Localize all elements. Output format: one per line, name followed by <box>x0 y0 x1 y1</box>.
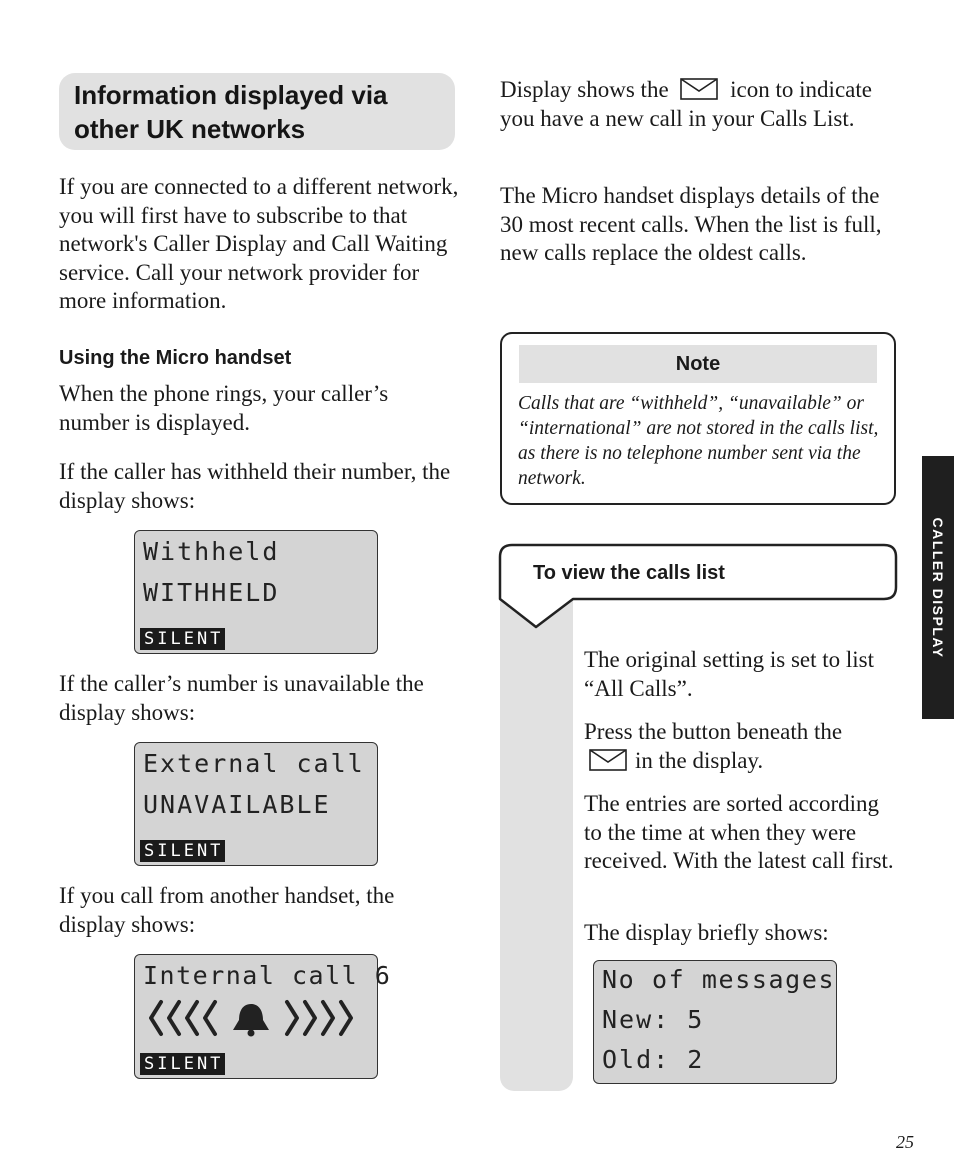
lcd-display-messages <box>593 960 837 1084</box>
silent-badge: SILENT <box>140 628 225 650</box>
silent-badge: SILENT <box>140 840 225 862</box>
lcd-line-3: Old: 2 <box>602 1045 705 1074</box>
note-box <box>500 332 896 505</box>
page-number: 25 <box>896 1132 914 1152</box>
lcd-display-internal <box>134 954 392 1079</box>
micro-details-paragraph: The Micro handset displays details of the 30 most recent calls. When the list is full, new calls replace the oldest calls. <box>500 183 882 265</box>
lcd-line-2: New: 5 <box>602 1005 705 1034</box>
steps-side-bar <box>500 598 573 1091</box>
silent-badge: SILENT <box>140 1053 225 1075</box>
section-title-line-2: other UK networks <box>74 114 306 144</box>
lcd-display-unavailable <box>134 742 378 866</box>
steps-title: To view the calls list <box>533 562 725 584</box>
entries-sorted-paragraph: The entries are sorted according to the time at when they were received. With the latest call first. <box>584 791 894 873</box>
envelope-paragraph-after: icon to indicate you have a new call in your Calls List. <box>500 77 872 131</box>
note-text: Calls that are “withheld”, “unavailable” or “international” are not stored in the calls list, as there is no telephone number sent via the network. <box>518 393 879 489</box>
envelope-icon <box>589 749 627 771</box>
withheld-paragraph: If the caller has withheld their number, the display shows: <box>59 459 451 513</box>
caller-display-side-tab <box>922 456 954 719</box>
lcd-line-1: Withheld <box>143 537 280 566</box>
press-button-after: in the display. <box>635 747 764 773</box>
lcd-line-2: UNAVAILABLE <box>143 790 331 819</box>
rings-paragraph: When the phone rings, your caller’s number is displayed. <box>59 381 389 435</box>
micro-handset-subheading: Using the Micro handset <box>59 347 292 369</box>
section-title-line-1: Information displayed via <box>74 80 388 110</box>
unavailable-paragraph: If the caller’s number is unavailable the display shows: <box>59 671 424 725</box>
lcd-display-withheld <box>134 530 378 654</box>
envelope-paragraph <box>500 76 895 133</box>
original-setting-paragraph: The original setting is set to list “All Calls”. <box>584 647 875 701</box>
bell-ringing-icon <box>147 998 359 1038</box>
lcd-line-2: WITHHELD <box>143 578 280 607</box>
note-title: Note <box>519 345 877 383</box>
intro-paragraph: If you are connected to a different network, you will first have to subscribe to that network's Caller Display and Call Waiting service. Call your network provider for more information. <box>59 174 459 313</box>
press-button-paragraph <box>584 718 889 775</box>
internal-paragraph: If you call from another handset, the display shows: <box>59 883 395 937</box>
lcd-line-1: External call <box>143 749 365 778</box>
display-briefly-paragraph: The display briefly shows: <box>584 920 829 945</box>
lcd-line-1: No of messages <box>602 965 836 994</box>
lcd-line-1: Internal call 6 <box>143 961 392 990</box>
envelope-paragraph-before: Display shows the <box>500 77 669 102</box>
press-button-before: Press the button beneath the <box>584 719 843 744</box>
side-tab-label: CALLER DISPLAY <box>930 516 946 659</box>
speech-bubble-shape <box>498 543 898 631</box>
section-title <box>59 73 455 150</box>
envelope-icon <box>680 78 718 100</box>
